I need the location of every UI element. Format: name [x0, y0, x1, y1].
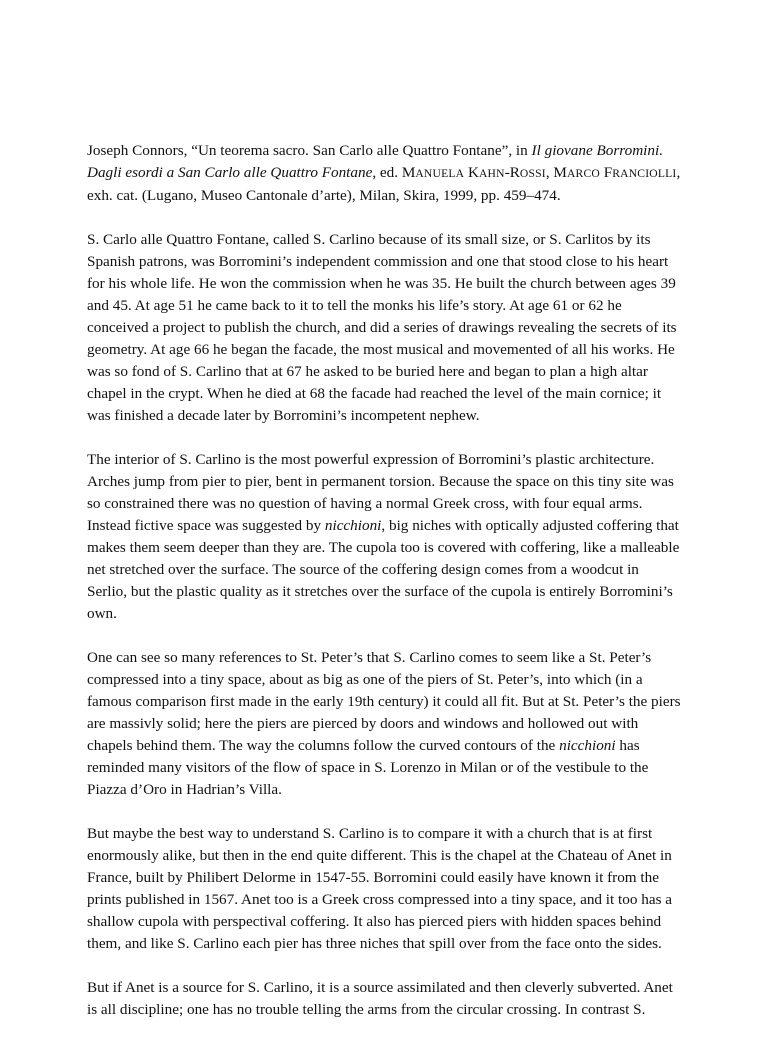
editor-name-smallcaps: ANUELA [415, 167, 465, 180]
st-peters-paragraph [87, 647, 681, 801]
paragraph-text: One can see so many references to St. Peter’s that S. Carlino comes to seem like a St. Peter’s compressed into a tiny space, about as big as one of the piers of St. Peter’s, into which (in a famous comparison first made in the early 19th century) it could all fit. But at St. Peter’s the piers are massivly solid; here the piers are pierced by doors and windows and hollowed out with chapels behind them. The way the columns follow the curved contours of the [87, 649, 681, 754]
editor-name-smallcaps: OSSI [519, 167, 546, 180]
source-paragraph: But if Anet is a source for S. Carlino, it is a source assimilated and then cleverly subverted. Anet is all discipline; one has no trouble telling the arms from the circular crossing. In contrast S. [87, 979, 673, 1018]
citation-text: , M [545, 164, 567, 181]
citation-text: -R [504, 164, 520, 181]
italic-term: nicchioni [559, 737, 616, 754]
citation-text: , exh. cat. (Lugano, Museo Cantonale d’arte), Milan, Skira, 1999, pp. 459–474. [87, 164, 681, 204]
paragraph-text: has reminded many visitors of the flow of space in S. Lorenzo in Milan or of the vestibule to the Piazza d’Oro in Hadrian’s Villa. [87, 737, 649, 798]
citation-paragraph [87, 140, 681, 207]
citation-text: F [599, 164, 613, 181]
editor-name-smallcaps: RANCIOLLI [612, 167, 677, 180]
citation-text: K [464, 164, 479, 181]
citation-text: Joseph Connors, “Un teorema sacro. San Carlo alle Quattro Fontane”, in [87, 142, 532, 159]
paragraph-text: The interior of S. Carlino is the most powerful expression of Borromini’s plastic architecture. Arches jump from pier to pier, bent in permanent torsion. Because the space on this tiny site was so constrained there was no question of having a normal Greek cross, with four equal arms. Instead fictive space was suggested by [87, 451, 674, 534]
book-title: Il giovane Borromini. Dagli esordi a San Carlo alle Quattro Fontane [87, 142, 664, 181]
italic-term: nicchioni [324, 517, 382, 534]
document-page [87, 140, 681, 1043]
anet-paragraph: But maybe the best way to understand S. Carlino is to compare it with a church that is at first enormously alike, but then in the end quite different. This is the chapel at the Chateau of Anet in France, built by Philibert Delorme in 1547-55. Borromini could easily have known it from the prints published in 1567. Anet too is a Greek cross compressed into a tiny space, and it too has a shallow cupola with perspectival coffering. It also has pierced piers with hidden spaces behind them, and like S. Carlino each pier has three niches that spill over from the face onto the sides. [87, 825, 673, 952]
editor-name-smallcaps: AHN [478, 167, 505, 180]
citation-text: , ed. M [372, 164, 416, 181]
editor-name-smallcaps: ARCO [566, 167, 600, 180]
interior-paragraph [87, 449, 681, 625]
paragraph-text: , big niches with optically adjusted coffering that makes them seem deeper than they are. The cupola too is covered with coffering, like a malleable net stretched over the surface. The source of the coffering design comes from a woodcut in Serlio, but the plastic quality as it stretches over the surface of the cupola is entirely Borromini’s own. [87, 517, 680, 622]
intro-paragraph: S. Carlo alle Quattro Fontane, called S. Carlino because of its small size, or S. Carlitos by its Spanish patrons, was Borromini’s independent commission and one that stood close to his heart for his whole life. He won the commission when he was 35. He built the church between ages 39 and 45. At age 51 he came back to it to tell the monks his life’s story. At age 61 or 62 he conceived a project to publish the church, and did a series of drawings revealing the secrets of its geometry. At age 66 he began the facade, the most musical and movemented of all his works. He was so fond of S. Carlino that at 67 he asked to be buried here and began to plan a high altar chapel in the crypt. When he died at 68 the facade had reached the level of the main cornice; it was finished a decade later by Borromini’s incompetent nephew. [87, 231, 677, 424]
